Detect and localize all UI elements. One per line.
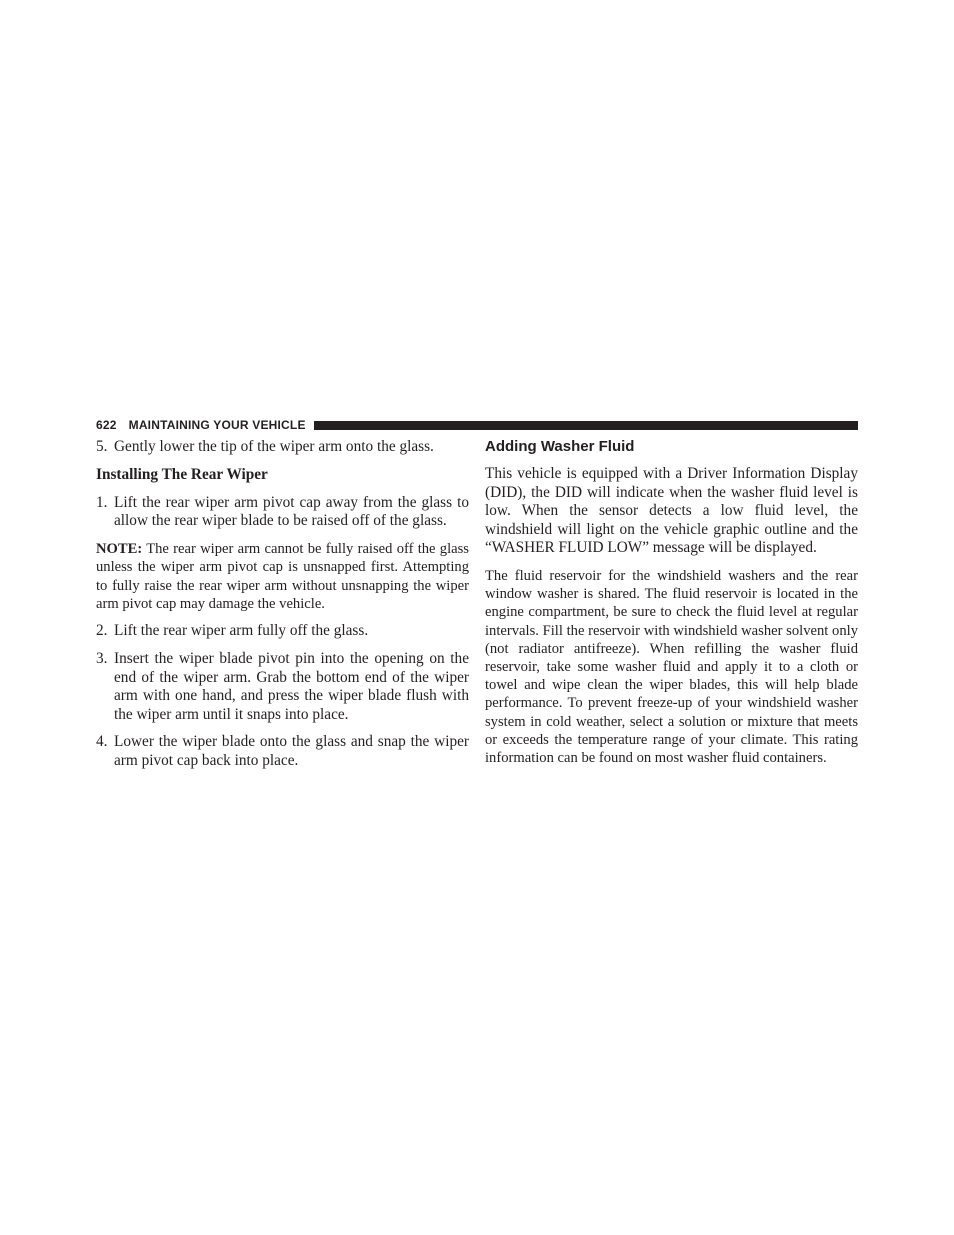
step-text: Lift the rear wiper arm pivot cap away from the glass to allow the rear wiper blade to be raised off of the glass.	[114, 493, 469, 530]
note-text: The rear wiper arm cannot be fully raised off the glass unless the wiper arm pivot cap is unsnapped first. Attempting to fully raise the rear wiper arm without unsnapping the wiper arm pivot cap may damage the vehicle.	[96, 541, 469, 612]
step-number: 3.	[96, 650, 108, 668]
left-column	[96, 438, 469, 780]
step-5	[96, 438, 469, 456]
step-number: 5.	[96, 438, 108, 455]
step-number: 2.	[96, 622, 108, 640]
page-header	[96, 417, 858, 433]
note-label: NOTE:	[96, 541, 143, 558]
paragraph-reservoir: The fluid reservoir for the windshield washers and the rear window washer is shared. The fluid reservoir is located in the engine compartment, be sure to check the fluid level at regular intervals. Fill the reservoir with windshield washer solvent only (not radiator antifreeze). When refilling the washer fluid reservoir, take some washer fluid and apply it to a cloth or towel and wipe clean the wiper blades, this will help blade performance. To prevent freeze-up of your windshield washer system in cold weather, select a solution or mixture that meets or exceeds the temperature range of your climate. This rating information can be found on most washer fluid containers.	[485, 567, 858, 766]
paragraph-did: This vehicle is equipped with a Driver Information Display (DID), the DID will indicate when the washer fluid level is low. When the sensor detects a low fluid level, the windshield will light on the vehicle graphic outline and the “WASHER FLUID LOW” message will be displayed.	[485, 465, 858, 557]
header-rule	[314, 421, 858, 430]
subheading-installing-rear-wiper: Installing The Rear Wiper	[96, 465, 268, 483]
heading-adding-washer-fluid: Adding Washer Fluid	[485, 438, 635, 455]
step-number: 1.	[96, 493, 108, 511]
note-paragraph	[96, 540, 469, 613]
section-title: MAINTAINING YOUR VEHICLE	[128, 418, 306, 432]
step-text: Insert the wiper blade pivot pin into the opening on the end of the wiper arm. Grab the bottom end of the wiper arm with one hand, and press the wiper blade flush with the wiper arm until it snaps into place.	[114, 650, 469, 723]
step-text: Lower the wiper blade onto the glass and snap the wiper arm pivot cap back into place.	[114, 733, 469, 769]
right-column	[485, 438, 858, 777]
step-3	[96, 650, 469, 724]
page-number: 622	[96, 418, 117, 432]
step-number: 4.	[96, 733, 108, 751]
step-4	[96, 733, 469, 770]
step-text: Gently lower the tip of the wiper arm onto the glass.	[114, 438, 434, 455]
step-2	[96, 622, 469, 640]
step-1	[96, 494, 469, 531]
step-text: Lift the rear wiper arm fully off the glass.	[114, 622, 369, 640]
